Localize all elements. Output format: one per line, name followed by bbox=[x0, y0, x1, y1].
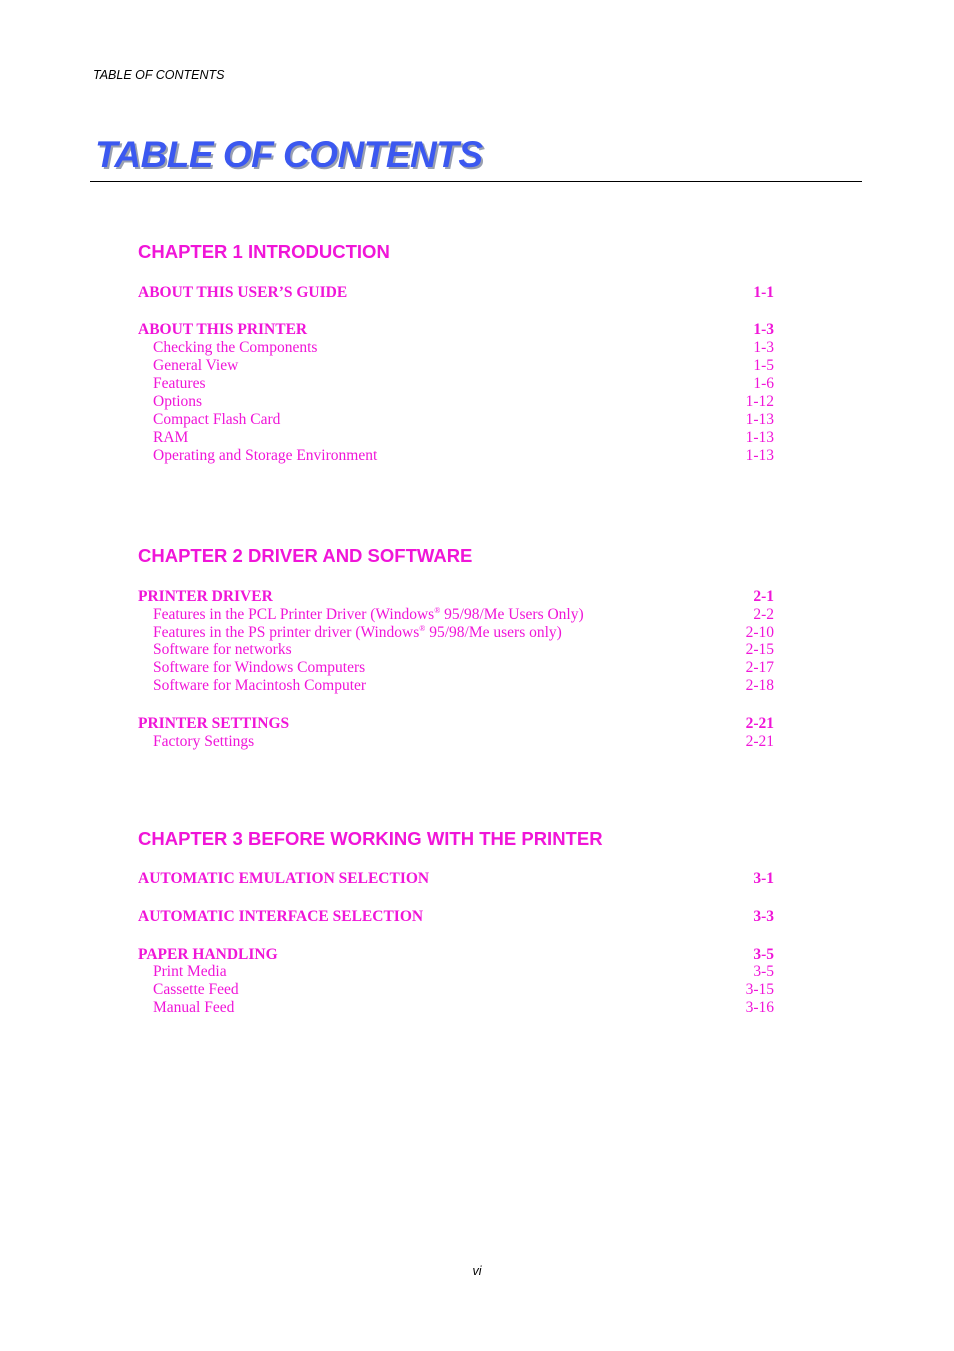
toc-section-entry[interactable] bbox=[138, 321, 774, 339]
toc-entry-title: Factory Settings bbox=[153, 733, 255, 750]
toc-sub-entry[interactable] bbox=[138, 375, 774, 393]
toc-entry-page: 3-1 bbox=[753, 870, 774, 887]
toc-entry-page: 1-12 bbox=[745, 393, 774, 410]
toc-entry-page: 2-1 bbox=[753, 588, 774, 605]
toc-sub-entry[interactable] bbox=[138, 999, 774, 1017]
chapter-3-heading: CHAPTER 3 BEFORE WORKING WITH THE PRINTER bbox=[138, 828, 603, 849]
toc-entry-title: PAPER HANDLING bbox=[138, 946, 278, 963]
toc-sub-entry[interactable] bbox=[138, 606, 774, 624]
toc-entry-title: ABOUT THIS PRINTER bbox=[138, 321, 308, 338]
toc-entry-page: 3-15 bbox=[745, 981, 774, 998]
toc-section-entry[interactable] bbox=[138, 715, 774, 733]
toc-entry-page: 1-13 bbox=[745, 429, 774, 446]
toc-entry-page: 1-6 bbox=[753, 375, 774, 392]
running-head: TABLE OF CONTENTS bbox=[93, 68, 225, 82]
toc-entry-title: Features in the PCL Printer Driver (Windows® 95/98/Me Users Only) bbox=[153, 606, 584, 623]
toc-sub-entry[interactable] bbox=[138, 963, 774, 981]
toc-sub-entry[interactable] bbox=[138, 357, 774, 375]
toc-entry-page: 2-21 bbox=[745, 733, 774, 750]
toc-entry-title: AUTOMATIC INTERFACE SELECTION bbox=[138, 908, 424, 925]
toc-sub-entry[interactable] bbox=[138, 393, 774, 411]
toc-sub-entry[interactable] bbox=[138, 339, 774, 357]
chapter-2-heading: CHAPTER 2 DRIVER AND SOFTWARE bbox=[138, 545, 473, 566]
toc-section-entry[interactable] bbox=[138, 908, 774, 926]
toc-entry-title: AUTOMATIC EMULATION SELECTION bbox=[138, 870, 430, 887]
toc-entry-page: 2-15 bbox=[745, 641, 774, 658]
registered-mark: ® bbox=[419, 624, 426, 633]
toc-entry-page: 1-3 bbox=[753, 339, 774, 356]
toc-sub-entry[interactable] bbox=[138, 411, 774, 429]
toc-entry-title: Print Media bbox=[153, 963, 227, 980]
toc-entry-title: Features in the PS printer driver (Windows® 95/98/Me users only) bbox=[153, 624, 562, 641]
toc-section-entry[interactable] bbox=[138, 284, 774, 302]
toc-entry-page: 2-17 bbox=[745, 659, 774, 676]
toc-entry-page: 3-16 bbox=[745, 999, 774, 1016]
toc-entry-title: ABOUT THIS USER’S GUIDE bbox=[138, 284, 348, 301]
chapter-1-heading: CHAPTER 1 INTRODUCTION bbox=[138, 241, 390, 262]
toc-entry-title: RAM bbox=[153, 429, 189, 446]
toc-entry-title: Checking the Components bbox=[153, 339, 318, 356]
toc-entry-title: Compact Flash Card bbox=[153, 411, 281, 428]
toc-entry-title: PRINTER SETTINGS bbox=[138, 715, 290, 732]
toc-sub-entry[interactable] bbox=[138, 677, 774, 695]
toc-entry-title: Software for Windows Computers bbox=[153, 659, 366, 676]
toc-sub-entry[interactable] bbox=[138, 733, 774, 751]
registered-mark: ® bbox=[434, 606, 441, 615]
toc-entry-page: 3-5 bbox=[753, 963, 774, 980]
toc-entry-page: 2-21 bbox=[745, 715, 774, 732]
toc-section-entry[interactable] bbox=[138, 870, 774, 888]
toc-entry-title: PRINTER DRIVER bbox=[138, 588, 273, 605]
title-rule bbox=[90, 181, 862, 182]
page-number: vi bbox=[472, 1264, 482, 1278]
toc-entry-title: Cassette Feed bbox=[153, 981, 239, 998]
toc-entry-page: 1-5 bbox=[753, 357, 774, 374]
toc-entry-title: Features bbox=[153, 375, 206, 392]
toc-entry-title: Options bbox=[153, 393, 203, 410]
toc-sub-entry[interactable] bbox=[138, 429, 774, 447]
toc-sub-entry[interactable] bbox=[138, 659, 774, 677]
toc-section-entry[interactable] bbox=[138, 588, 774, 606]
toc-entry-page: 1-3 bbox=[753, 321, 774, 338]
toc-sub-entry[interactable] bbox=[138, 641, 774, 659]
toc-entry-page: 2-2 bbox=[753, 606, 774, 623]
toc-entry-page: 2-18 bbox=[745, 677, 774, 694]
toc-sub-entry[interactable] bbox=[138, 981, 774, 999]
toc-entry-page: 3-3 bbox=[753, 908, 774, 925]
toc-entry-page: 1-13 bbox=[745, 447, 774, 464]
toc-entry-title: Software for networks bbox=[153, 641, 292, 658]
toc-entry-title: Manual Feed bbox=[153, 999, 235, 1016]
toc-entry-title: General View bbox=[153, 357, 239, 374]
toc-sub-entry[interactable] bbox=[138, 624, 774, 642]
page-title: TABLE OF CONTENTS bbox=[95, 134, 483, 175]
toc-entry-page: 3-5 bbox=[753, 946, 774, 963]
toc-entry-page: 1-1 bbox=[753, 284, 774, 301]
toc-entry-title: Software for Macintosh Computer bbox=[153, 677, 367, 694]
toc-sub-entry[interactable] bbox=[138, 447, 774, 465]
toc-entry-page: 2-10 bbox=[745, 624, 774, 641]
toc-entry-page: 1-13 bbox=[745, 411, 774, 428]
toc-section-entry[interactable] bbox=[138, 946, 774, 964]
toc-entry-title: Operating and Storage Environment bbox=[153, 447, 378, 464]
